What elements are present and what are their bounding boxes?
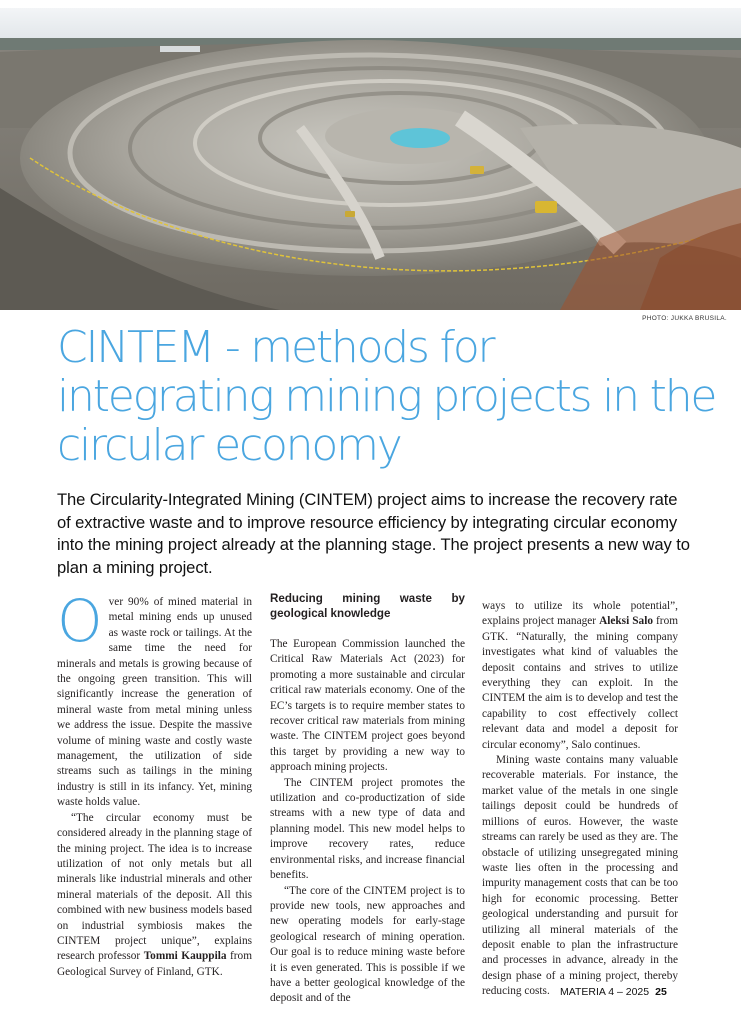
article-lead: The Circularity-Integrated Mining (CINTEM) project aims to increase the recovery rate of extractive waste and to improve resource efficiency by integrating circular economy into the mining project already at the planning stage. The project presents a new way to plan a mining project. bbox=[57, 490, 690, 577]
body-paragraph: Mining waste contains many valuable recoverable materials. For instance, the market value of the metals in one single tailings deposit could be hundreds of millions of euros. However, the waste streams can rarely be used as they are. The obstacle of utilizing unsegregated mining waste lies often in the processing and impurity management costs that can be too high for economic processing. Better geological understanding and pursuit for utilizing all mineral materials of the deposit enable to plan the infrastructure and processes in advance, already in the design phase of a mining project, thereby reducing costs. bbox=[482, 754, 678, 998]
column-3 bbox=[482, 599, 678, 1000]
person-name: Aleksi Salo bbox=[599, 615, 653, 628]
body-paragraph bbox=[57, 811, 252, 980]
body-paragraph bbox=[482, 599, 678, 753]
body-paragraph: The European Commission launched the Critical Raw Materials Act (2023) for promoting a more sustainable and circular critical raw materials economy. One of the EC’s targets is to require member states to recover critical raw materials from mining waste. The CINTEM project goes beyond this target by providing a new way to approach mining projects. bbox=[270, 638, 465, 774]
drop-cap: O bbox=[57, 587, 103, 655]
page-footer bbox=[560, 986, 667, 998]
column-1 bbox=[57, 587, 252, 980]
article-title: CINTEM - methods for integrating mining projects in the circular economy bbox=[57, 322, 716, 471]
person-name: Tommi Kauppila bbox=[143, 950, 227, 963]
paragraph-text: from GTK. “Naturally, the mining company investigates what kind of valuables the deposit contains and strives to utilize everything they can exploit. In the CINTEM the aim is to develop and test the capability to cost effectively collect relevant data and model a deposit for circular economy”, Salo continues. bbox=[482, 615, 678, 751]
column-2 bbox=[270, 591, 465, 1007]
open-pit-mine-image bbox=[0, 8, 741, 310]
magazine-issue: MATERIA 4 – 2025 bbox=[560, 986, 650, 998]
page-number: 25 bbox=[655, 986, 667, 998]
section-subhead: Reducing mining waste by geological knowledge bbox=[270, 592, 465, 620]
body-paragraph: ver 90% of mined material in metal mining ends up unused as waste rock or tailings. At the same time the need for minerals and metals is growing because of the ongoing green transition. This will significantly increase the generation of mineral waste from metal mining unless we address the issue. Despite the massive volume of mining waste and costly waste management, the utilization of side streams such as tailings in the mining industry is still in its infancy. Yet, mining waste holds value. bbox=[57, 596, 252, 809]
body-paragraph: “The core of the CINTEM project is to provide new tools, new approaches and new operating models for early-stage geological research of mining operation. Our goal is to reduce mining waste before it is even generated. This is possible if we have a better geological knowledge of the deposit and of the bbox=[270, 884, 465, 1005]
header-photo bbox=[0, 8, 741, 310]
body-paragraph: The CINTEM project promotes the utilization and co-productization of side streams with a new type of data and planning model. This new model helps to improve recovery rates, reduce environmental risks, and increase financial benefits. bbox=[270, 776, 465, 882]
paragraph-text: from Geological Survey of Finland, GTK. bbox=[57, 950, 252, 978]
paragraph-text: “The circular economy must be considered already in the planning stage of the mining project. The idea is to increase utilization of not only metals but all minerals like industrial minerals and other mineral materials of the deposit. All this combined with new business models based on industrial symbiosis makes the CINTEM project unique”, explains research professor bbox=[57, 811, 252, 963]
photo-credit: PHOTO: JUKKA BRUSILA. bbox=[642, 315, 727, 322]
paragraph-text: ways to utilize its whole potential”, explains project manager bbox=[482, 600, 678, 628]
